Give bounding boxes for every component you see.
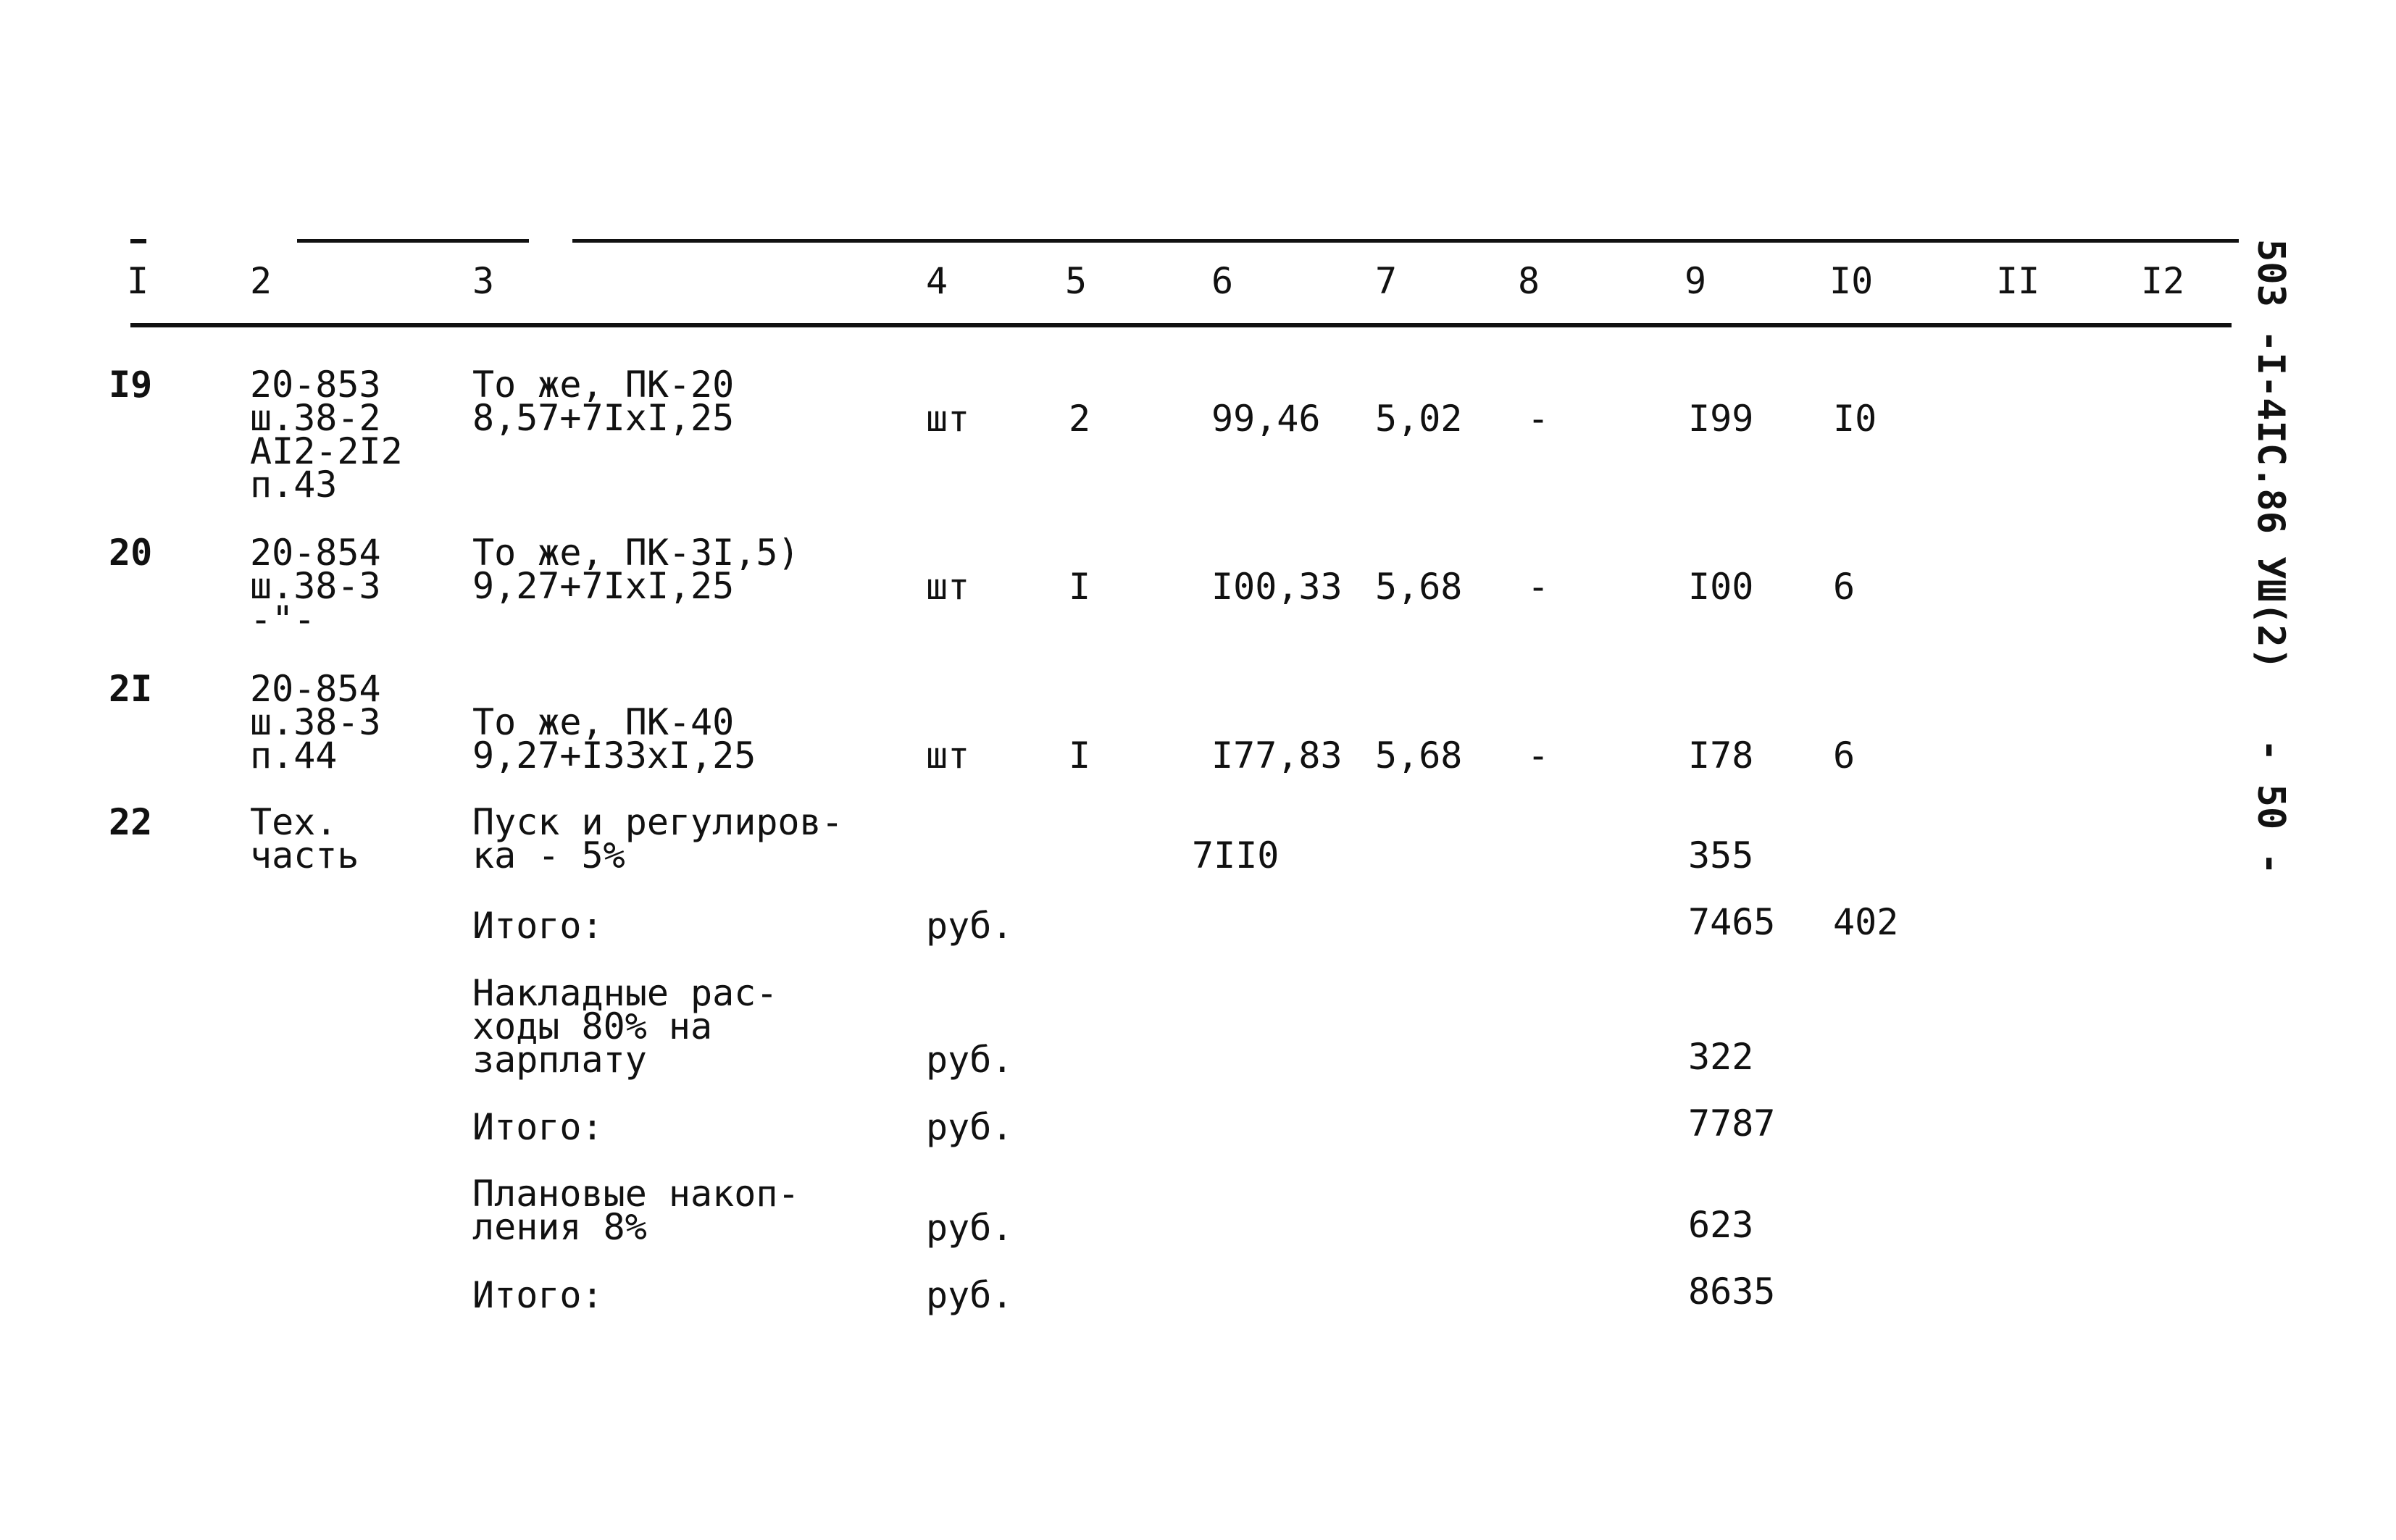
- summary-total: 7465: [1688, 901, 1776, 943]
- row-col10: 6: [1833, 735, 1856, 777]
- summary-total: 322: [1688, 1036, 1754, 1078]
- row-unit: шт: [926, 735, 970, 777]
- summary-label: Итого:: [472, 1106, 604, 1148]
- row-col10: I0: [1833, 398, 1877, 440]
- row-reference: Тех. часть: [250, 801, 359, 876]
- summary-unit: руб.: [926, 1039, 1014, 1081]
- summary-label: Итого:: [472, 905, 604, 947]
- row-quantity: 2: [1069, 398, 1091, 440]
- side-margin: [2245, 239, 2303, 891]
- row-description: То же, ПК-3I,5) 9,27+7IxI,25: [472, 532, 800, 607]
- page-number: - 50 -: [2249, 739, 2292, 875]
- row-reference: 20-853 ш.38-2 AI2-2I2 п.43: [250, 364, 403, 506]
- summary-total: 8635: [1688, 1271, 1776, 1313]
- row-reference: 20-854 ш.38-3 п.44: [250, 668, 381, 777]
- row-number: 2I: [109, 668, 153, 710]
- row-col8: -: [1527, 735, 1550, 777]
- row-unit: шт: [926, 398, 970, 440]
- summary-label: Накладные рас- ходы 80% на зарплату: [472, 972, 778, 1081]
- row-unit: шт: [926, 566, 970, 608]
- summary-total: 623: [1688, 1204, 1754, 1246]
- row-col8: -: [1527, 398, 1550, 440]
- header-underline: [130, 323, 2232, 327]
- header-col-12: I2: [2141, 260, 2185, 302]
- row-number: I9: [109, 364, 153, 406]
- row-number: 20: [109, 532, 153, 574]
- header-col-8: 8: [1518, 260, 1540, 302]
- row-price: I00,33: [1211, 566, 1343, 608]
- row-wage: 5,68: [1375, 735, 1463, 777]
- row-total: I00: [1688, 566, 1754, 608]
- summary-unit: руб.: [926, 1207, 1014, 1249]
- row-description: Пуск и регулиров- ка - 5%: [472, 801, 843, 876]
- header-col-11: II: [1996, 260, 2040, 302]
- summary-unit: руб.: [926, 1274, 1014, 1316]
- row-quantity: I: [1069, 566, 1091, 608]
- row-price: I77,83: [1211, 735, 1343, 777]
- row-quantity: I: [1069, 735, 1091, 777]
- row-wage: 5,68: [1375, 566, 1463, 608]
- row-description: То же, ПК-40 9,27+I33xI,25: [472, 701, 756, 777]
- header-col-3: 3: [472, 260, 495, 302]
- row-reference: 20-854 ш.38-3 -"-: [250, 532, 381, 640]
- summary-unit: руб.: [926, 1106, 1014, 1148]
- header-col-9: 9: [1685, 260, 1707, 302]
- top-rule-left: [297, 239, 529, 243]
- row-price: 99,46: [1211, 398, 1321, 440]
- header-col-1: I: [127, 260, 149, 302]
- row-col8: -: [1527, 566, 1550, 608]
- summary-label: Итого:: [472, 1274, 604, 1316]
- row-total: I99: [1688, 398, 1754, 440]
- top-rule-mark: [130, 239, 146, 243]
- header-col-5: 5: [1065, 260, 1088, 302]
- summary-label: Плановые накоп- ления 8%: [472, 1173, 800, 1248]
- row-total: 355: [1688, 834, 1754, 876]
- row-col10: 6: [1833, 566, 1856, 608]
- header-col-2: 2: [250, 260, 272, 302]
- summary-col10: 402: [1833, 901, 1899, 943]
- document-code: 503 -I-4IC.86 УШ(2): [2249, 239, 2292, 670]
- row-price: 7II0: [1192, 834, 1280, 876]
- header-col-10: I0: [1829, 260, 1874, 302]
- row-wage: 5,02: [1375, 398, 1463, 440]
- row-total: I78: [1688, 735, 1754, 777]
- header-col-4: 4: [926, 260, 948, 302]
- summary-total: 7787: [1688, 1102, 1776, 1144]
- summary-unit: руб.: [926, 905, 1014, 947]
- top-rule-right: [572, 239, 2239, 243]
- header-col-7: 7: [1375, 260, 1398, 302]
- row-number: 22: [109, 801, 153, 843]
- row-description: То же, ПК-20 8,57+7IxI,25: [472, 364, 735, 439]
- header-col-6: 6: [1211, 260, 1234, 302]
